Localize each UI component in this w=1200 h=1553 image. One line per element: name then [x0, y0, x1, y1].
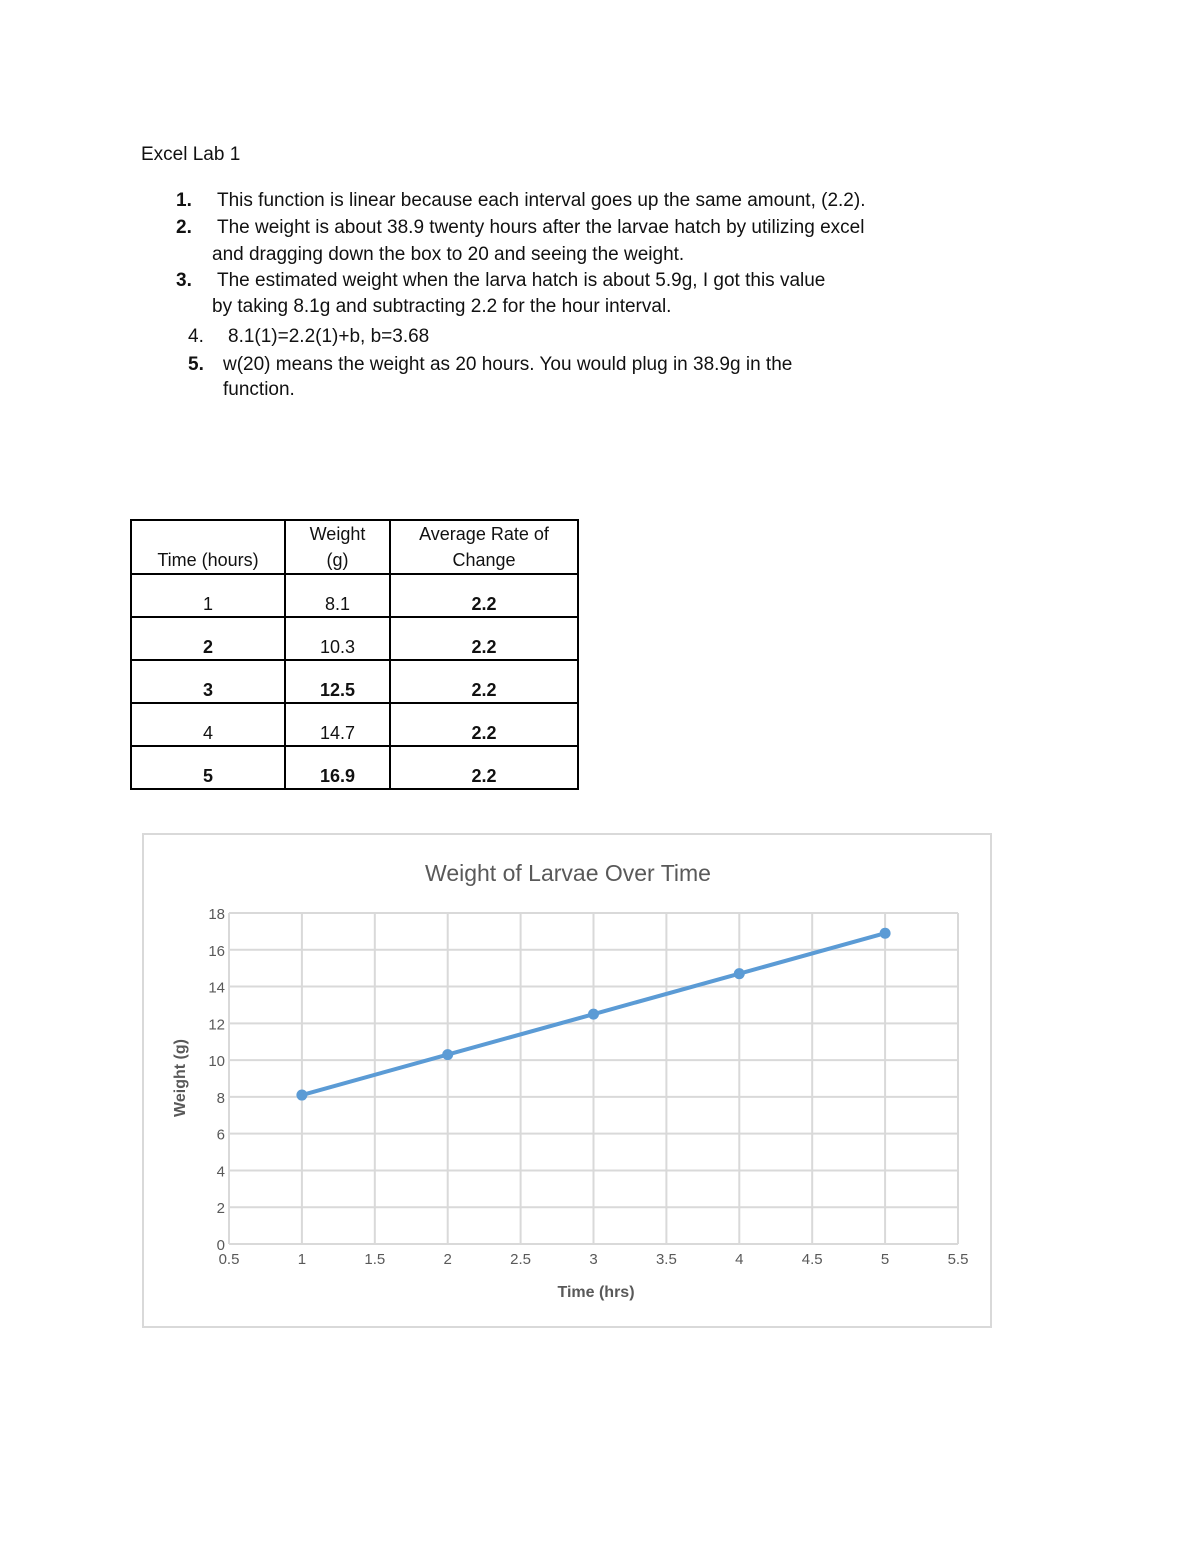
answer-2-line-1: The weight is about 38.9 twenty hours after the larvae hatch by utilizing excel [217, 217, 865, 238]
cell-weight: 12.5 [285, 660, 390, 703]
y-tick-label: 10 [208, 1053, 225, 1071]
x-tick-label: 3.5 [655, 1251, 677, 1268]
cell-time: 2 [131, 617, 285, 660]
answer-5-line-1: w(20) means the weight as 20 hours. You would plug in 38.9g in the [223, 354, 793, 375]
y-tick-label: 12 [208, 1016, 225, 1034]
answer-2-number: 2. [176, 217, 192, 238]
x-tick-label: 5 [880, 1251, 890, 1268]
cell-rate: 2.2 [390, 617, 578, 660]
answer-3-number: 3. [176, 270, 192, 291]
table-row [131, 617, 578, 660]
y-tick-label: 18 [208, 906, 225, 923]
y-tick-label: 6 [216, 1126, 225, 1144]
x-tick-label: 5.5 [947, 1251, 969, 1268]
answer-2-line-2: and dragging down the box to 20 and seeing the weight. [212, 244, 685, 265]
table-header-row [131, 520, 578, 574]
cell-time: 1 [131, 574, 285, 617]
header-weight: Weight (g) [285, 520, 390, 574]
y-tick-label: 4 [216, 1163, 225, 1181]
answer-1-number: 1. [176, 190, 192, 211]
answer-5-number: 5. [188, 354, 204, 375]
x-tick-label: 0.5 [218, 1251, 240, 1268]
y-tick-label: 14 [208, 979, 225, 997]
data-point [296, 1090, 307, 1101]
table-row [131, 574, 578, 617]
answer-4-number: 4. [188, 326, 204, 347]
cell-rate: 2.2 [390, 574, 578, 617]
x-tick-label: 1 [297, 1251, 307, 1268]
chart-area [142, 833, 992, 1328]
table-row [131, 746, 578, 789]
x-tick-label: 3 [589, 1251, 598, 1268]
y-tick-label: 8 [216, 1089, 225, 1107]
y-tick-label: 0 [216, 1237, 225, 1254]
y-axis-label: Weight (g) [172, 1039, 189, 1117]
x-tick-label: 2.5 [510, 1251, 532, 1268]
data-point [442, 1049, 453, 1060]
table-row [131, 660, 578, 703]
answer-3-line-2: by taking 8.1g and subtracting 2.2 for the hour interval. [212, 296, 672, 317]
header-time: Time (hours) [131, 520, 285, 574]
data-table [130, 519, 579, 790]
header-rate: Average Rate of Change [390, 520, 578, 574]
cell-weight: 8.1 [285, 574, 390, 617]
x-tick-label: 4.5 [801, 1251, 823, 1268]
grid [229, 913, 958, 1244]
document-title: Excel Lab 1 [141, 144, 241, 165]
data-point [588, 1009, 599, 1020]
data-point [734, 968, 745, 979]
cell-rate: 2.2 [390, 746, 578, 789]
cell-rate: 2.2 [390, 703, 578, 746]
answer-4-line-1: 8.1(1)=2.2(1)+b, b=3.68 [228, 326, 430, 347]
y-tick-label: 16 [208, 942, 225, 960]
cell-rate: 2.2 [390, 660, 578, 703]
x-tick-label: 1.5 [364, 1251, 386, 1268]
cell-weight: 10.3 [285, 617, 390, 660]
cell-time: 5 [131, 746, 285, 789]
table-row [131, 703, 578, 746]
cell-time: 3 [131, 660, 285, 703]
answer-1-line-1: This function is linear because each interval goes up the same amount, (2.2). [217, 190, 866, 211]
ticks [208, 906, 968, 1268]
answer-5-line-2: function. [223, 379, 295, 400]
chart [144, 835, 990, 1326]
answer-3-line-1: The estimated weight when the larva hatch is about 5.9g, I got this value [217, 270, 826, 291]
x-tick-label: 4 [735, 1251, 744, 1268]
cell-weight: 16.9 [285, 746, 390, 789]
data-point [880, 928, 891, 939]
x-axis-label: Time (hrs) [557, 1284, 635, 1301]
y-tick-label: 2 [216, 1200, 225, 1218]
chart-title: Weight of Larvae Over Time [425, 860, 711, 886]
x-tick-label: 2 [443, 1251, 452, 1268]
cell-weight: 14.7 [285, 703, 390, 746]
cell-time: 4 [131, 703, 285, 746]
